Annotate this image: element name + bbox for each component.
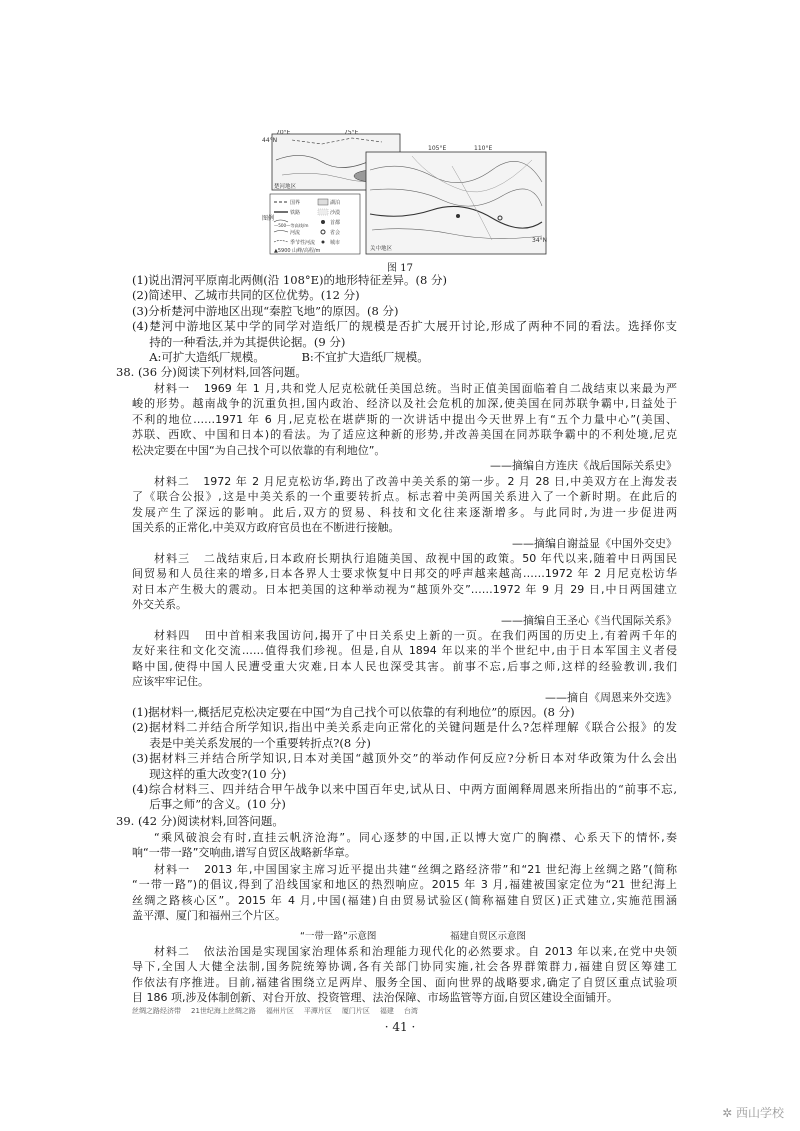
q38-material-3 <box>132 551 677 628</box>
q39-heading: 39. (42 分)阅读材料,回答问题。 <box>116 814 284 828</box>
legend-item: 湖泊 <box>330 200 341 206</box>
q38-m3-line: 间贸易和人员往来的增多,日本各界人士要求恢复中日邦交的呼声越来越高……1972 年 2 月尼克松访华 <box>132 567 677 581</box>
q38-m4-source: ——摘自《周恩来外交选》 <box>545 690 677 704</box>
q38-m4-line: 友好来往和文化交流……值得我们珍视。但是,自从 1894 年以来的半个世纪中,由于日本军国主义者侵 <box>132 644 677 658</box>
q39-m1-line: 盖平潭、厦门和福州三个片区。 <box>132 909 286 923</box>
q37-item: (2)简述甲、乙城市共同的区位优势。(12 分) <box>132 288 360 303</box>
q38-m1-line: 峻的形势。越南战争的沉重负担,国内政治、经济以及社会危机的加深,使美国在同苏联争霸中,日益处于 <box>132 397 677 411</box>
q38-m3-line: 外交关系。 <box>132 598 187 612</box>
q39-material-1 <box>132 862 677 924</box>
q38-m2-line: 材料二 1972 年 2 月尼克松访华,跨出了改善中美关系的第一步。2 月 28 日,中美双方在上海发表 <box>154 475 677 488</box>
q38-m2-source: ——摘编自谢益显《中国外交史》 <box>512 536 677 550</box>
map-label-silk-road-belt: 丝绸之路经济带 <box>132 1007 181 1015</box>
page-number: · 41 · <box>384 1020 416 1034</box>
q38-question: 后事之师”的含义。(10 分) <box>149 797 286 812</box>
q37-questions <box>132 273 677 365</box>
map-label-fujian: 平潭片区 <box>303 1007 332 1015</box>
q39-m1-line: “一带一路”)的倡议,得到了沿线国家和地区的热烈响应。2015 年 3 月,福建被国家定位为“21 世纪海上 <box>132 878 677 892</box>
q37-item: (1)说出渭河平原南北两侧(沿 108°E)的地形特征差异。(8 分) <box>132 273 447 287</box>
q38-question: 表是中美关系发展的一个重要转折点?(8 分) <box>149 735 371 750</box>
q38-m1-line: 苏联、西欧、中国和日本)的看法。为了适应这种新的形势,并改善美国在同苏联争霸中的不利处境,尼克 <box>132 428 677 442</box>
q39-intro-line: “乘风破浪会有时,直挂云帆济沧海”。同心逐梦的中国,正以博大宽广的胸襟、心系天下的情怀,奏 <box>154 831 677 844</box>
region-chu-river: 楚河地区 <box>274 184 297 190</box>
q39-map-spacer <box>262 926 552 928</box>
q38-m3-line: 材料三 二战结束后,日本政府长期执行追随美国、敌视中国的政策。50 年代以来,随着中日两国民 <box>154 552 677 565</box>
q38-material-4 <box>132 628 677 705</box>
q38-m2-line: 了《联合公报》,这是中美关系的一个重要转折点。标志着中美两国关系进入了一个新时期。在此后的 <box>132 490 677 504</box>
q37-item: (3)分析楚河中游地区出现“秦腔飞地”的原因。(8 分) <box>132 303 399 318</box>
q38-m4-line: 略中国,使得中国人民遭受重大灾难,日本人民也深受其害。前事不忘,后事之师,这样的经验教训,我们 <box>132 659 677 673</box>
q38-m1-line: 不利的地位……1971 年 6 月,尼克松在堪萨斯的一次讲话中提出今天世界上有“五个力量中心”(美国、 <box>132 412 677 426</box>
map-labels-row <box>132 1006 677 1016</box>
q38-m4-line: 材料四 田中首相来我国访问,揭开了中日关系史上新的一页。在我们两国的历史上,有着两千年的 <box>154 629 677 642</box>
q39-intro-line: 响“一带一路”交响曲,谱写自贸区战略新华章。 <box>132 846 356 860</box>
q38-question: 现这样的重大改变?(10 分) <box>149 766 287 781</box>
lat-label-right: 34°N <box>532 237 548 244</box>
q38-material-2 <box>132 474 677 551</box>
map-label-fujian: 台湾 <box>403 1007 418 1015</box>
q39-m2-line: 目 186 项,涉及体制创新、对台开放、投资管理、法治保障、市场监管等方面,自贸区建设全面铺开。 <box>132 991 618 1005</box>
q37-item: A:可扩大造纸厂规模。 B:不宜扩大造纸厂规模。 <box>149 350 429 365</box>
q38-m1-line: 材料一 1969 年 1 月,共和党人尼克松就任美国总统。当时正值美国面临着自二战结束以来最为严 <box>154 382 677 395</box>
q38-m2-line: 国关系的正常化,中美双方政府官员也在不断进行接触。 <box>132 521 400 535</box>
q37-item: 持的一种看法,并为其提供论据。(9 分) <box>149 334 346 349</box>
q38-m4-line: 应该牢牢记住。 <box>132 675 209 689</box>
legend-item: —500—等高线/m <box>274 223 309 228</box>
q37-item: (4)楚河中游地区某中学的同学对造纸厂的规模是否扩大展开讨论,形成了两种不同的看法。选择你支 <box>132 319 677 334</box>
q39-material-2 <box>132 944 677 1006</box>
logo-text: 西山学校 <box>735 1106 784 1120</box>
q38-m3-source: ——摘编自王圣心《当代国际关系》 <box>501 613 677 627</box>
map-belt-road-title: “一带一路”示意图 <box>300 931 377 942</box>
legend-item: 季节性河流 <box>290 240 316 246</box>
region-guanzhong: 关中地区 <box>370 246 393 252</box>
figure-17-map <box>262 130 552 256</box>
q39-intro <box>132 830 677 861</box>
map-label-fujian: 福州片区 <box>265 1007 294 1015</box>
q38-m3-line: 对日本产生极大的震动。日本把美国的这种举动视为“越顶外交”……1972 年 9 月 29 日,中日两国建立 <box>132 582 677 596</box>
q38-m2-line: 发展产生了深远的影响。此后,双方的贸易、科技和文化往来逐渐增多。与此同时,为进一步促进两 <box>132 505 677 519</box>
figure-17-caption: 图 17 <box>387 263 413 274</box>
lat-label-top: 44°N <box>262 137 278 144</box>
legend-item: 河流 <box>290 230 301 236</box>
figure-17-svg <box>262 130 552 256</box>
legend-item: 城市 <box>330 240 341 246</box>
legend-item: 沙漠 <box>330 210 341 216</box>
map-label-fujian: 福建 <box>379 1007 394 1015</box>
legend-title: 图例 <box>262 215 275 222</box>
lon-label-c: 105°E <box>428 145 447 152</box>
lon-label-a: 70°E <box>276 130 291 136</box>
q39-m2-line: 导下,全国人大健全法制,国务院统筹协调,各有关部门协同实施,社会各界群策群力,福建自贸区筹建工 <box>132 960 677 974</box>
legend-item: 首都 <box>330 220 341 226</box>
q39-m1-line: 丝绸之路核心区”。2015 年 4 月,中国(福建)自由贸易试验区(简称福建自贸区)正式建立,实施范围涵 <box>132 893 677 907</box>
q38-heading: 38. (36 分)阅读下列材料,回答问题。 <box>116 365 307 379</box>
school-logo: ✲ 西山学校 <box>722 1106 784 1120</box>
map-fujian-ftz-title: 福建自贸区示意图 <box>450 931 527 942</box>
q38-question: (1)据材料一,概括尼克松决定要在中国“为自己找个可以依靠的有利地位”的原因。(8 分) <box>132 705 575 719</box>
lon-label-b: 75°E <box>344 130 359 136</box>
lon-label-d: 110°E <box>474 145 493 152</box>
q38-questions <box>132 705 677 813</box>
map-label-maritime-silk-road: 21世纪海上丝绸之路 <box>191 1007 256 1015</box>
q38-m1-source: ——摘编自方连庆《战后国际关系史》 <box>490 459 677 473</box>
q39-m2-line: 材料二 依法治国是实现国家治理体系和治理能力现代化的必然要求。自 2013 年以来,在党中央领 <box>154 945 677 958</box>
q38-material-1 <box>132 381 677 473</box>
q39-m2-line: 作依法有序推进。目前,福建省围绕立足两岸、服务全国、面向世界的战略要求,确定了自贸区重点试验项 <box>132 975 677 989</box>
q38-question: (4)综合材料三、四并结合甲午战争以来中国百年史,试从日、中两方面阐释周恩来所指出的“前事不忘, <box>132 782 677 797</box>
q38-question: (3)据材料三并结合所学知识,日本对美国“越顶外交”的举动作何反应?分析日本对华政策为什么会出 <box>132 751 677 766</box>
legend-item: 铁路 <box>290 210 301 216</box>
legend-item: 省会 <box>330 230 341 236</box>
q38-question: (2)据材料二并结合所学知识,指出中美关系走向正常化的关键问题是什么?怎样理解《联合公报》的发 <box>132 720 677 735</box>
map-label-fujian: 厦门片区 <box>341 1007 370 1015</box>
legend-item: 国界 <box>290 200 301 206</box>
q39-m1-line: 材料一 2013 年,中国国家主席习近平提出共建“丝绸之路经济带”和“21 世纪海上丝绸之路”(简称 <box>154 863 677 876</box>
q38-m1-line: 松决定要在中国“为自己找个可以依靠的有利地位”。 <box>132 443 386 457</box>
legend-item: ▲5900 山峰/高程/m <box>274 248 321 254</box>
